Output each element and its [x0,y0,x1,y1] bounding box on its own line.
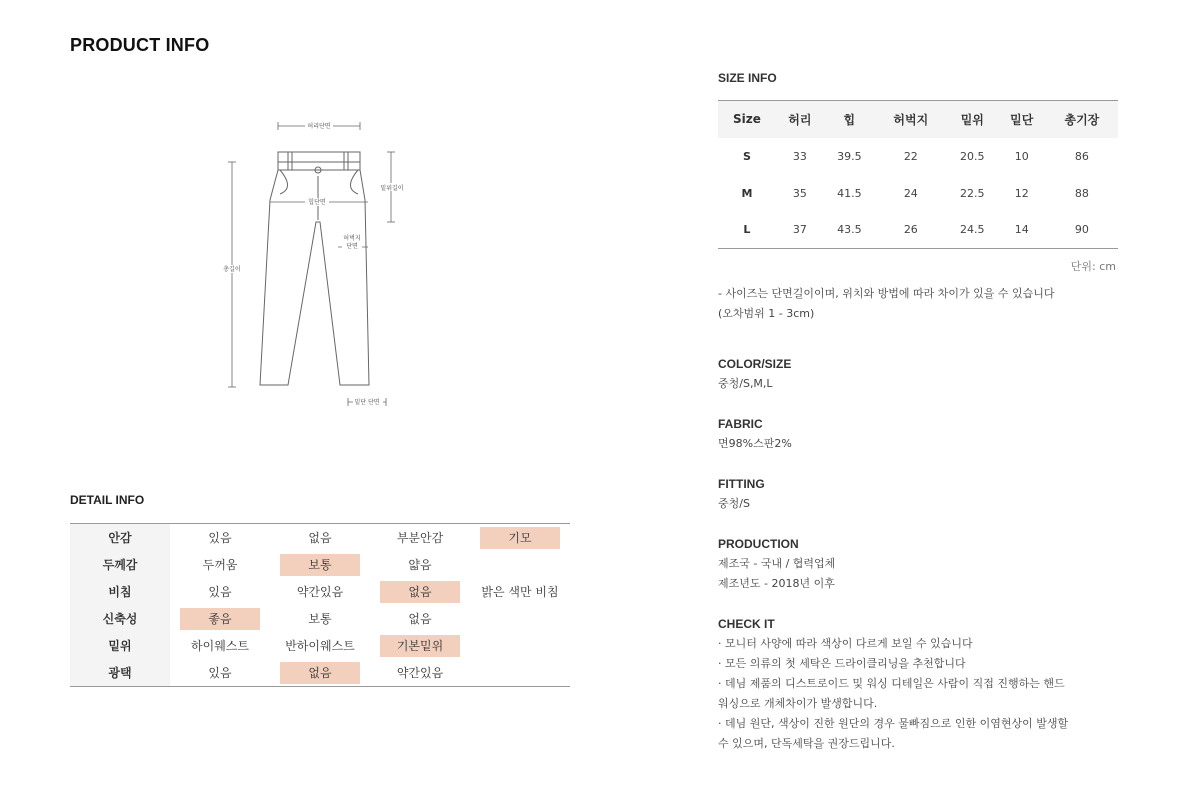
detail-option: 있음 [208,585,232,599]
size-value-cell: 39.5 [837,149,862,163]
size-value-cell: 33 [792,149,807,163]
detail-option-cell [270,551,370,578]
detail-option: 있음 [208,666,232,680]
detail-option-cell [170,524,270,551]
detail-row-label: 두께감 [70,551,170,578]
check-it-line: · 모든 의류의 첫 세탁은 드라이클리닝을 추천합니다 [718,657,966,670]
detail-row-label: 신축성 [70,605,170,632]
size-header-cell: 밑단 [998,101,1046,138]
detail-option-cell [370,659,470,686]
unit-label: 단위: cm [1070,260,1116,273]
detail-option-cell [270,524,370,551]
pants-size-diagram [210,110,420,420]
size-note-line-1: - 사이즈는 단면길이이며, 위치와 방법에 따라 차이가 있을 수 있습니다 [718,287,1055,300]
size-value-cell: 24 [903,186,918,200]
detail-option-selected: 없음 [280,662,360,684]
thigh-label-1: 허벅지 [343,235,361,242]
size-label-cell: M [741,186,753,200]
fabric-value: 면98%스판2% [718,437,792,450]
size-value-cell: 20.5 [960,149,985,163]
detail-row-label: 광택 [70,659,170,686]
detail-row-label: 밑위 [70,632,170,659]
size-row [718,212,1118,249]
detail-option-cell [470,578,570,605]
size-header-cell: 총기장 [1046,101,1118,138]
size-value-cell: 22.5 [960,186,985,200]
size-note-line-2: (오차범위 1 - 3cm) [718,307,815,320]
detail-row [70,632,570,659]
size-value-cell: 26 [903,223,918,237]
size-header-cell: Size [718,101,776,138]
detail-row [70,524,570,551]
detail-info-table [70,523,570,687]
thigh-label-2: 단면 [346,243,358,250]
detail-option-selected: 없음 [380,581,460,603]
pants-outline-icon [210,110,420,420]
detail-option: 없음 [408,612,432,626]
size-header-cell: 허리 [776,101,824,138]
detail-option-selected: 기본밑위 [380,635,460,657]
detail-option-cell [270,659,370,686]
size-info-table [718,100,1118,249]
total-length-label: 총길이 [223,266,241,273]
detail-row [70,578,570,605]
detail-option-cell [270,605,370,632]
detail-option: 부분안감 [396,531,444,545]
size-row [718,138,1118,175]
size-header-cell: 밑위 [947,101,998,138]
detail-option-selected: 보통 [280,554,360,576]
size-row [718,175,1118,212]
hem-label: 밑단 단면 [354,399,380,406]
page-title: PRODUCT INFO [70,35,210,55]
hip-label: 힙단면 [308,199,326,206]
detail-option-cell [370,605,470,632]
size-label-cell: S [742,149,751,163]
check-it-line: 수 있으며, 단독세탁을 권장드립니다. [718,737,895,750]
production-line-1: 제조국 - 국내 / 협력업체 [718,557,836,570]
size-value-cell: 14 [1014,223,1029,237]
color-size-value: 중청/S,M,L [718,377,773,390]
detail-option-cell [370,632,470,659]
detail-option: 얇음 [408,558,432,572]
fitting-title: FITTING [718,477,765,491]
size-label-cell: L [743,223,751,237]
detail-option-cell [270,578,370,605]
detail-row-label: 안감 [70,524,170,551]
size-table-header [718,101,1118,138]
detail-option-cell [170,632,270,659]
detail-option: 약간있음 [296,585,344,599]
detail-option-cell [370,524,470,551]
detail-row-label: 비침 [70,578,170,605]
check-it-title: CHECK IT [718,617,775,631]
detail-option: 두꺼움 [202,558,238,572]
size-value-cell: 22 [903,149,918,163]
check-it-line: · 데님 원단, 색상이 진한 원단의 경우 물빠짐으로 인한 이염현상이 발생할 [718,717,1069,730]
detail-option-cell [370,551,470,578]
detail-row [70,551,570,578]
check-it-line: · 데님 제품의 디스트로이드 및 워싱 디테일은 사람이 직접 진행하는 핸드 [718,677,1065,690]
detail-option: 밝은 색만 비침 [481,585,559,599]
detail-info-title: DETAIL INFO [70,493,145,507]
check-it-line: 워싱으로 개체차이가 발생합니다. [718,697,878,710]
detail-option: 보통 [308,612,332,626]
size-value-cell: 43.5 [837,223,862,237]
detail-option: 있음 [208,531,232,545]
size-value-cell: 37 [792,223,807,237]
detail-option-cell [270,632,370,659]
detail-option-cell [370,578,470,605]
detail-option: 없음 [308,531,332,545]
size-header-cell: 힙 [824,101,875,138]
size-value-cell: 88 [1074,186,1089,200]
detail-row [70,605,570,632]
size-info-title: SIZE INFO [718,71,777,85]
size-value-cell: 41.5 [837,186,862,200]
waist-label: 허리단면 [307,123,331,130]
size-value-cell: 35 [792,186,807,200]
detail-option-cell [170,578,270,605]
size-value-cell: 86 [1074,149,1089,163]
size-header-cell: 허벅지 [875,101,947,138]
production-line-2: 제조년도 - 2018년 이후 [718,577,835,590]
size-value-cell: 90 [1074,223,1089,237]
detail-option-cell [170,659,270,686]
detail-option-cell [170,605,270,632]
detail-option: 반하이웨스트 [285,639,355,653]
color-size-title: COLOR/SIZE [718,357,792,371]
detail-option: 약간있음 [396,666,444,680]
fabric-title: FABRIC [718,417,763,431]
production-title: PRODUCTION [718,537,799,551]
check-it-line: · 모니터 사양에 따라 색상이 다르게 보일 수 있습니다 [718,637,973,650]
detail-option-cell [470,524,570,551]
size-value-cell: 24.5 [960,223,985,237]
detail-option-selected: 좋음 [180,608,260,630]
detail-row [70,659,570,686]
fitting-value: 중청/S [718,497,750,510]
detail-option-cell [170,551,270,578]
detail-option-selected: 기모 [480,527,560,549]
size-value-cell: 12 [1014,186,1029,200]
detail-option: 하이웨스트 [191,639,249,653]
size-value-cell: 10 [1014,149,1029,163]
rise-label: 밑위길이 [380,185,404,192]
